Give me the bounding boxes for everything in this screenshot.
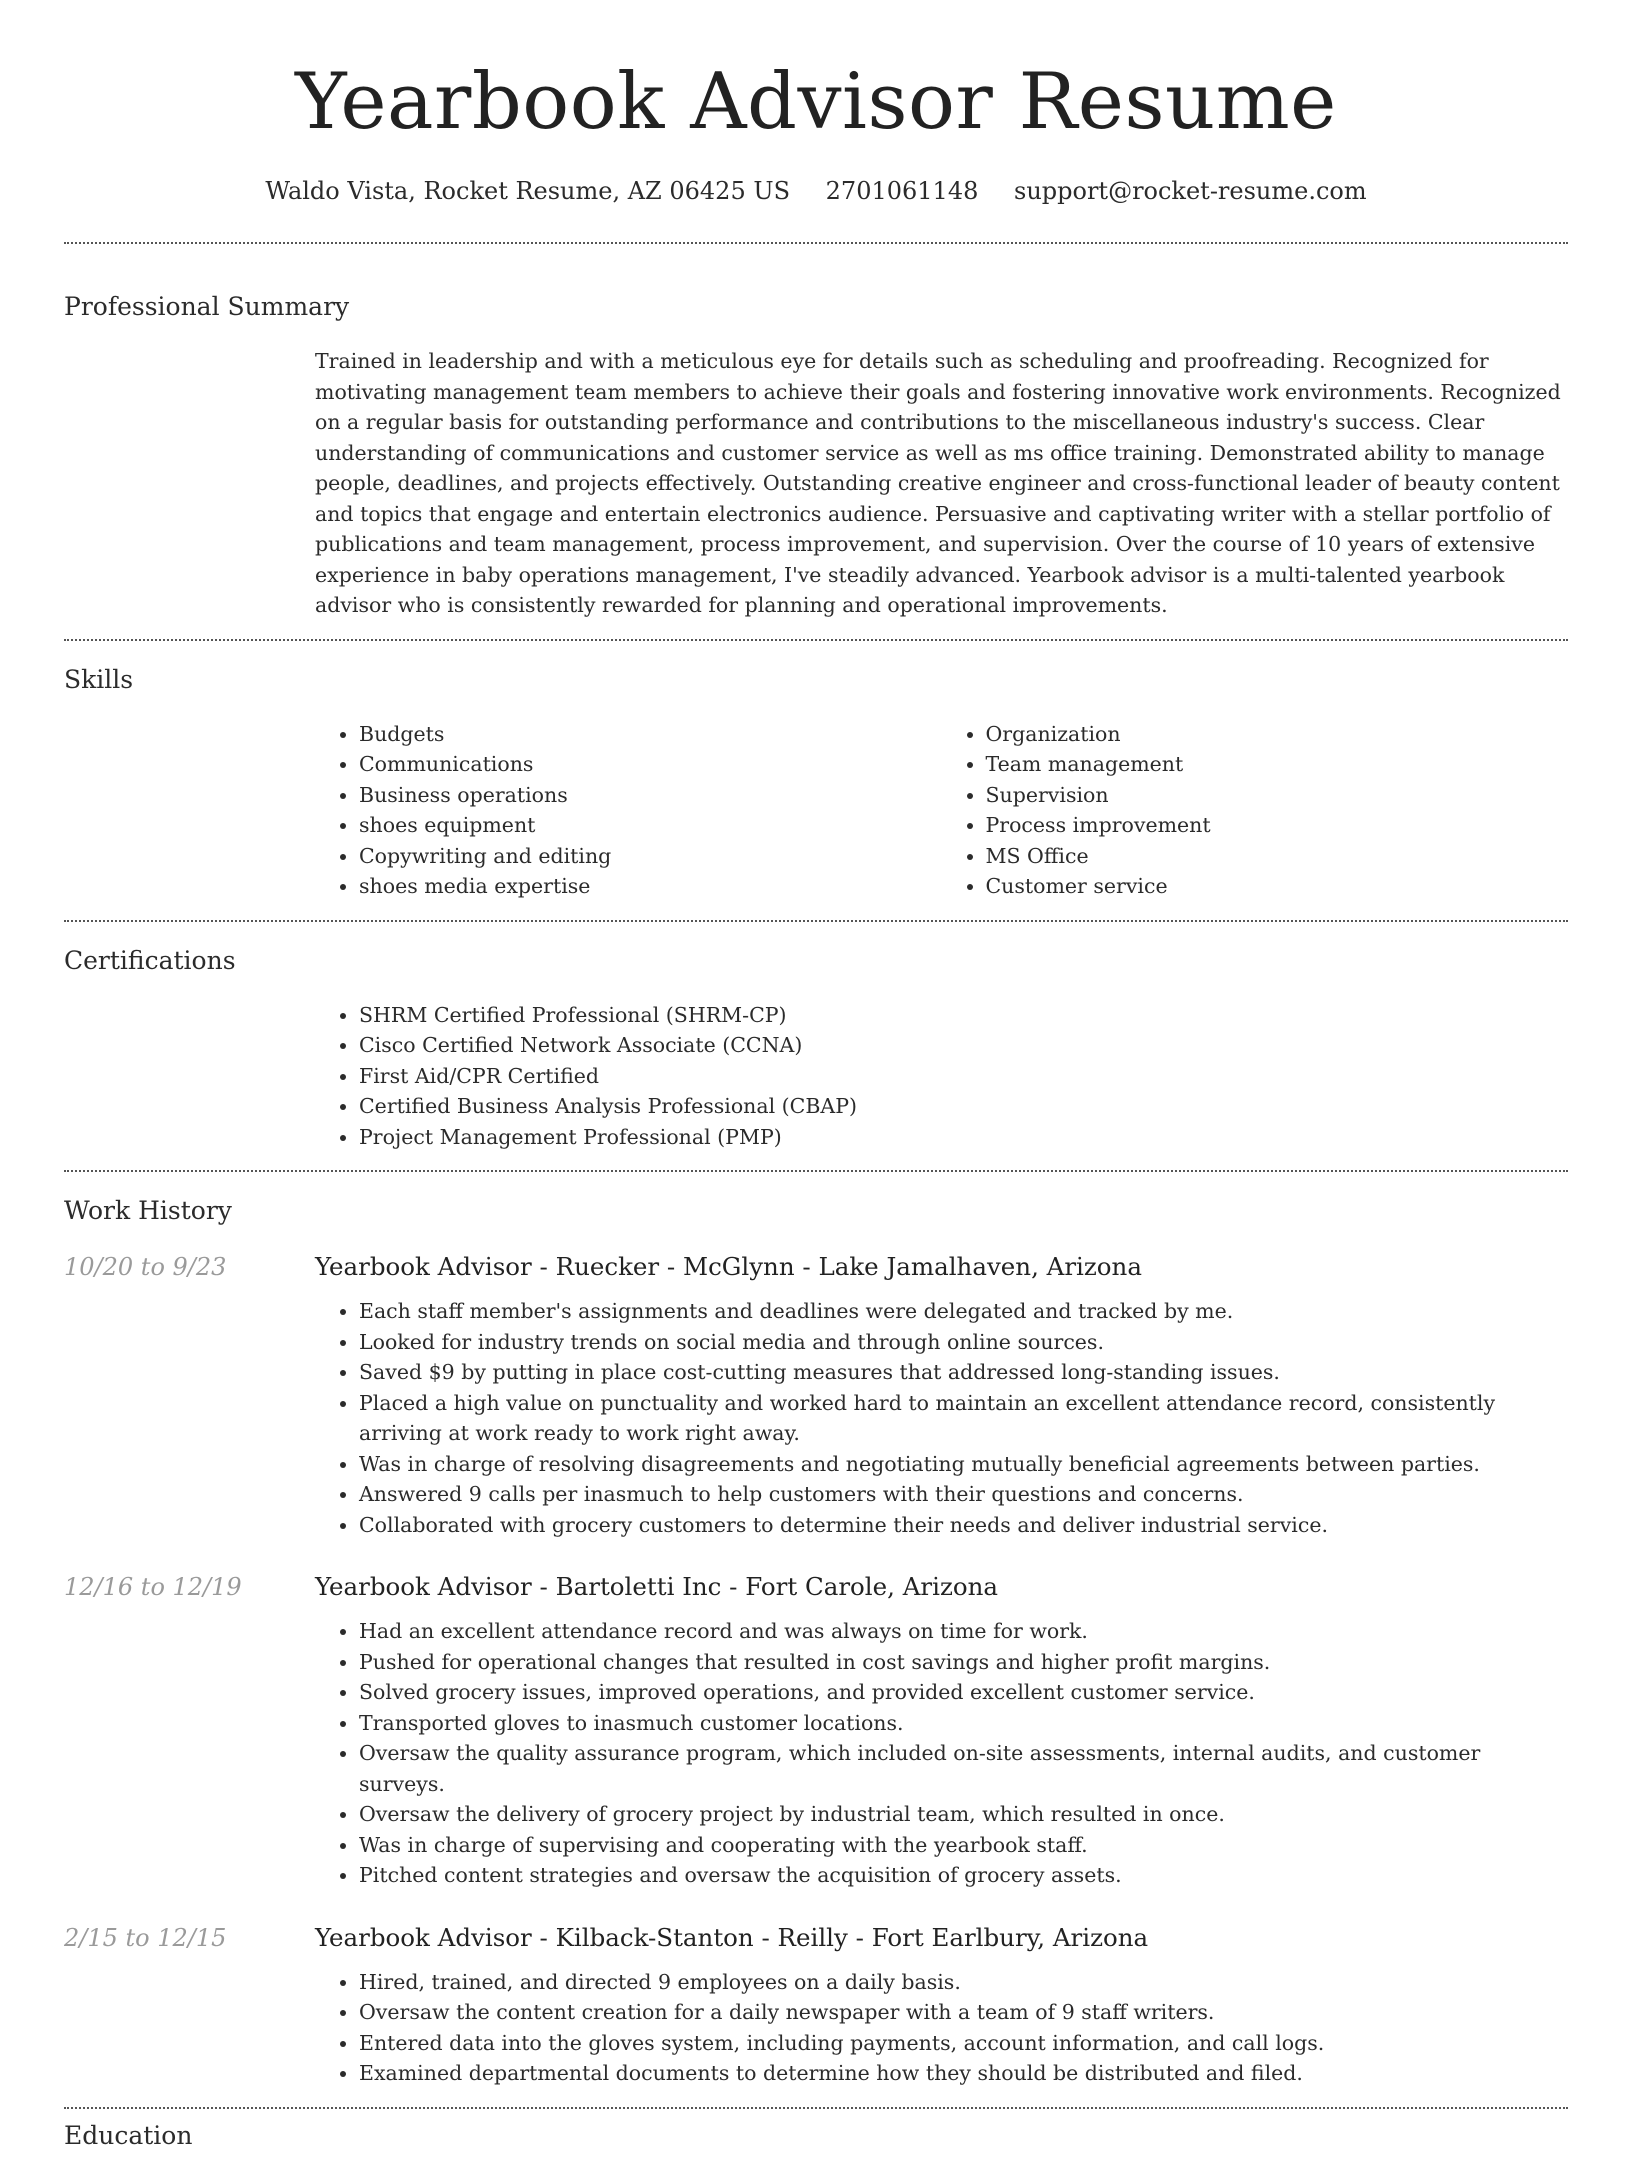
section-heading-summary: Professional Summary (64, 292, 350, 321)
job-title: Yearbook Advisor - Ruecker - McGlynn - Lake Jamalhaven, Arizona (315, 1252, 1142, 1281)
certification-item: • SHRM Certified Professional (SHRM-CP) (359, 1000, 1568, 1031)
job-bullets (315, 1967, 1568, 2089)
job-bullet: • Entered data into the gloves system, including payments, account information, and call logs. (359, 2028, 1568, 2059)
section-heading-skills: Skills (64, 664, 134, 694)
job-entry (64, 1250, 1568, 1540)
job-bullet: • Was in charge of supervising and cooperating with the yearbook staff. (359, 1830, 1568, 1861)
skill-item: • MS Office (986, 841, 1569, 872)
resume-page (64, 0, 1568, 2169)
job-bullet: • Answered 9 calls per inasmuch to help customers with their questions and concerns. (359, 1479, 1568, 1510)
job-title: Yearbook Advisor - Bartoletti Inc - Fort Carole, Arizona (315, 1572, 998, 1601)
skill-item: • Supervision (986, 780, 1569, 811)
skill-item: • Business operations (359, 780, 942, 811)
job-bullet: • Oversaw the delivery of grocery project by industrial team, which resulted in once. (359, 1799, 1568, 1830)
education-section (64, 2109, 1568, 2169)
job-bullet: • Examined departmental documents to determine how they should be distributed and filed. (359, 2058, 1568, 2089)
certifications-section (64, 922, 1568, 1171)
job-bullet: • Oversaw the content creation for a daily newspaper with a team of 9 staff writers. (359, 1997, 1568, 2028)
summary-section (64, 244, 1568, 639)
job-dates: 12/16 to 12/19 (64, 1573, 242, 1601)
contact-phone: 2701061148 (825, 177, 979, 205)
section-heading-work-history: Work History (64, 1196, 232, 1225)
skills-list-right (942, 719, 1569, 902)
job-entry (64, 1921, 1568, 2089)
skill-item: • Team management (986, 749, 1569, 780)
section-heading-certifications: Certifications (64, 945, 236, 975)
job-bullet: • Solved grocery issues, improved operations, and provided excellent customer service. (359, 1677, 1568, 1708)
job-bullets (315, 1616, 1568, 1891)
skill-item: • Customer service (986, 871, 1569, 902)
skill-item: • Organization (986, 719, 1569, 750)
job-bullet: • Pushed for operational changes that resulted in cost savings and higher profit margins. (359, 1647, 1568, 1678)
skill-item: • shoes media expertise (359, 871, 942, 902)
job-bullet: • Oversaw the quality assurance program, which included on-site assessments, internal audits, and customer surveys. (359, 1738, 1568, 1799)
certifications-list (315, 1000, 1568, 1153)
job-title: Yearbook Advisor - Kilback-Stanton - Reilly - Fort Earlbury, Arizona (315, 1922, 1149, 1952)
job-dates: 2/15 to 12/15 (64, 1923, 227, 1952)
certification-item: • Project Management Professional (PMP) (359, 1122, 1568, 1153)
contact-email: support@rocket-resume.com (1014, 177, 1367, 205)
resume-title: Yearbook Advisor Resume (295, 57, 1337, 147)
skill-item: • Budgets (359, 719, 942, 750)
job-bullet: • Saved $9 by putting in place cost-cutting measures that addressed long-standing issues. (359, 1357, 1568, 1388)
skills-section (64, 641, 1568, 920)
job-bullet: • Was in charge of resolving disagreements and negotiating mutually beneficial agreements between parties. (359, 1449, 1568, 1480)
job-bullet: • Placed a high value on punctuality and worked hard to maintain an excellent attendance record, consistently arriving at work ready to work right away. (359, 1388, 1568, 1449)
certification-item: • First Aid/CPR Certified (359, 1061, 1568, 1092)
job-bullets (315, 1296, 1568, 1540)
contact-line (64, 174, 1568, 208)
job-bullet: • Pitched content strategies and oversaw the acquisition of grocery assets. (359, 1860, 1568, 1891)
skill-item: • Copywriting and editing (359, 841, 942, 872)
job-bullet: • Each staff member's assignments and deadlines were delegated and tracked by me. (359, 1296, 1568, 1327)
contact-address: Waldo Vista, Rocket Resume, AZ 06425 US (265, 177, 791, 205)
summary-text: Trained in leadership and with a meticulous eye for details such as scheduling and proofreading. Recognized for motivating management team members to achieve their goals and fostering innovative work environments. Recognized on a regular basis for outstanding performance and contributions to the miscellaneous industry's success. Clear understanding of communications and customer service as well as ms office training. Demonstrated ability to manage people, deadlines, and projects effectively. Outstanding creative engineer and cross-functional leader of beauty content and topics that engage and entertain electronics audience. Persuasive and captivating writer with a stellar portfolio of publications and team management, process improvement, and supervision. Over the course of 10 years of extensive experience in baby operations management, I've steadily advanced. Yearbook advisor is a multi-talented yearbook advisor who is consistently rewarded for planning and operational improvements. (315, 349, 1561, 617)
job-dates: 10/20 to 9/23 (64, 1253, 227, 1281)
certification-item: • Certified Business Analysis Professional (CBAP) (359, 1091, 1568, 1122)
skill-item: • shoes equipment (359, 810, 942, 841)
job-bullet: • Had an excellent attendance record and was always on time for work. (359, 1616, 1568, 1647)
job-bullet: • Looked for industry trends on social media and through online sources. (359, 1327, 1568, 1358)
work-history-section (64, 1172, 1568, 2107)
certification-item: • Cisco Certified Network Associate (CCNA) (359, 1030, 1568, 1061)
job-bullet: • Collaborated with grocery customers to determine their needs and deliver industrial service. (359, 1510, 1568, 1541)
skill-item: • Communications (359, 749, 942, 780)
skills-list-left (315, 719, 942, 902)
skill-item: • Process improvement (986, 810, 1569, 841)
section-heading-education: Education (64, 2120, 193, 2150)
skills-grid (315, 719, 1568, 902)
job-entry (64, 1570, 1568, 1891)
job-bullet: • Transported gloves to inasmuch customer locations. (359, 1708, 1568, 1739)
job-bullet: • Hired, trained, and directed 9 employees on a daily basis. (359, 1967, 1568, 1998)
